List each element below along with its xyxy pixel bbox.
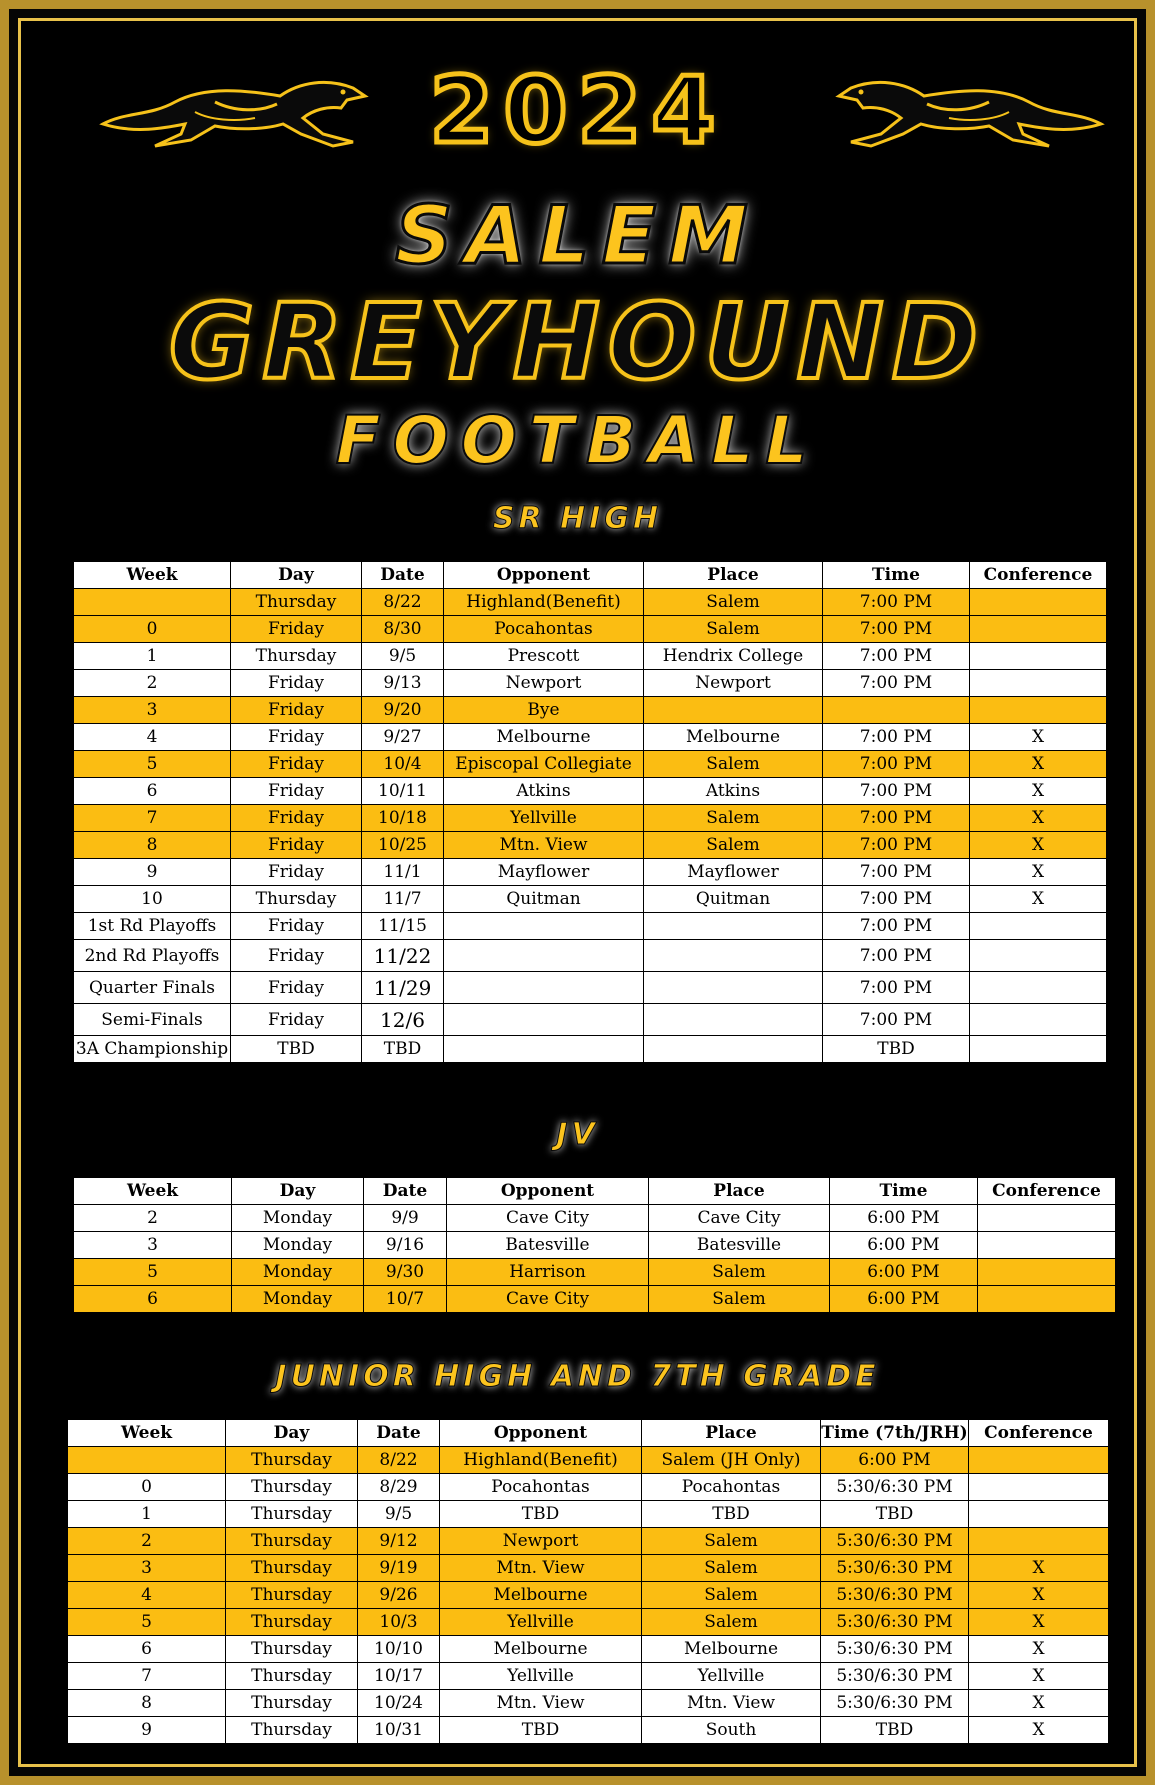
cell-place: Salem — [649, 1259, 830, 1286]
cell-week: 2 — [74, 1205, 232, 1232]
column-header-day: Day — [226, 1420, 358, 1447]
cell-place — [644, 972, 823, 1004]
cell-opponent: Atkins — [444, 778, 644, 805]
cell-opponent: Highland(Benefit) — [440, 1447, 642, 1474]
cell-week: 7 — [74, 805, 231, 832]
cell-week: 1 — [74, 643, 231, 670]
column-header-time: Time (7th/JRH) — [821, 1420, 969, 1447]
cell-opponent: Yellville — [440, 1663, 642, 1690]
cell-time: 6:00 PM — [830, 1232, 978, 1259]
cell-conference: X — [970, 832, 1107, 859]
cell-opponent: Harrison — [447, 1259, 649, 1286]
cell-conference — [969, 1501, 1109, 1528]
cell-day: Thursday — [231, 589, 362, 616]
cell-day: Friday — [231, 940, 362, 972]
cell-place: Quitman — [644, 886, 823, 913]
cell-date: 9/5 — [362, 643, 444, 670]
cell-date: 10/18 — [362, 805, 444, 832]
cell-date: 8/22 — [362, 589, 444, 616]
cell-week: 3 — [68, 1555, 226, 1582]
table-row — [68, 1501, 1109, 1528]
table-row — [74, 751, 1107, 778]
cell-time: 7:00 PM — [823, 940, 970, 972]
column-header-time: Time — [823, 562, 970, 589]
cell-opponent: Melbourne — [440, 1636, 642, 1663]
cell-place: Melbourne — [644, 724, 823, 751]
cell-place: Cave City — [649, 1205, 830, 1232]
cell-opponent — [444, 1036, 644, 1063]
cell-week: 2 — [74, 670, 231, 697]
cell-time: 6:00 PM — [830, 1286, 978, 1313]
cell-day: Thursday — [226, 1663, 358, 1690]
cell-place: Salem — [644, 616, 823, 643]
table-row — [68, 1609, 1109, 1636]
cell-time: 7:00 PM — [823, 886, 970, 913]
cell-conference — [970, 972, 1107, 1004]
junior-high-schedule-table — [67, 1419, 1109, 1744]
column-header-date: Date — [358, 1420, 440, 1447]
table-row — [74, 1259, 1116, 1286]
cell-opponent — [444, 940, 644, 972]
cell-time: 7:00 PM — [823, 805, 970, 832]
column-header-day: Day — [231, 562, 362, 589]
cell-date: 12/6 — [362, 1004, 444, 1036]
table-row — [74, 1036, 1107, 1063]
cell-place: Salem — [644, 805, 823, 832]
column-header-opponent: Opponent — [444, 562, 644, 589]
cell-day: Thursday — [226, 1555, 358, 1582]
cell-opponent: Newport — [444, 670, 644, 697]
cell-place: Mtn. View — [642, 1690, 821, 1717]
cell-week — [74, 589, 231, 616]
cell-place: Salem — [644, 832, 823, 859]
table-row — [74, 616, 1107, 643]
cell-opponent: Pocahontas — [444, 616, 644, 643]
table-row — [68, 1555, 1109, 1582]
cell-opponent: Bye — [444, 697, 644, 724]
cell-place: Pocahontas — [642, 1474, 821, 1501]
cell-day: Thursday — [226, 1636, 358, 1663]
cell-time: 7:00 PM — [823, 1004, 970, 1036]
cell-opponent: Episcopal Collegiate — [444, 751, 644, 778]
cell-place — [644, 1036, 823, 1063]
cell-week: 0 — [68, 1474, 226, 1501]
sr-high-schedule-table — [73, 561, 1107, 1063]
cell-week: 0 — [74, 616, 231, 643]
cell-time: 7:00 PM — [823, 643, 970, 670]
cell-place: Hendrix College — [644, 643, 823, 670]
cell-date: 10/31 — [358, 1717, 440, 1744]
cell-opponent: Highland(Benefit) — [444, 589, 644, 616]
cell-date: 9/27 — [362, 724, 444, 751]
cell-conference — [978, 1232, 1116, 1259]
cell-day: TBD — [231, 1036, 362, 1063]
cell-day: Monday — [232, 1232, 364, 1259]
table-header-row — [74, 1178, 1116, 1205]
cell-time: 5:30/6:30 PM — [821, 1636, 969, 1663]
cell-time: 5:30/6:30 PM — [821, 1474, 969, 1501]
cell-day: Friday — [231, 616, 362, 643]
cell-date: 10/11 — [362, 778, 444, 805]
cell-date: 10/25 — [362, 832, 444, 859]
cell-day: Thursday — [226, 1528, 358, 1555]
cell-opponent: Melbourne — [444, 724, 644, 751]
cell-conference — [970, 1036, 1107, 1063]
column-header-week: Week — [74, 562, 231, 589]
cell-day: Friday — [231, 778, 362, 805]
cell-week: 2 — [68, 1528, 226, 1555]
table-row — [74, 1232, 1116, 1259]
cell-place: Salem — [649, 1286, 830, 1313]
cell-date: 8/30 — [362, 616, 444, 643]
cell-place: Salem — [644, 751, 823, 778]
cell-conference — [969, 1528, 1109, 1555]
cell-opponent: Yellville — [440, 1609, 642, 1636]
cell-week: 2nd Rd Playoffs — [74, 940, 231, 972]
cell-day: Thursday — [226, 1474, 358, 1501]
cell-date: 8/22 — [358, 1447, 440, 1474]
cell-opponent — [444, 972, 644, 1004]
cell-opponent: Mtn. View — [444, 832, 644, 859]
cell-week: 5 — [68, 1609, 226, 1636]
cell-week — [68, 1447, 226, 1474]
cell-time: 5:30/6:30 PM — [821, 1690, 969, 1717]
cell-conference — [970, 589, 1107, 616]
cell-date: 9/30 — [364, 1259, 447, 1286]
column-header-opponent: Opponent — [440, 1420, 642, 1447]
table-row — [68, 1663, 1109, 1690]
cell-week: 8 — [74, 832, 231, 859]
table-row — [68, 1474, 1109, 1501]
column-header-date: Date — [364, 1178, 447, 1205]
cell-day: Friday — [231, 724, 362, 751]
cell-date: 8/29 — [358, 1474, 440, 1501]
cell-date: 10/24 — [358, 1690, 440, 1717]
cell-week: 3 — [74, 697, 231, 724]
cell-place: Salem — [642, 1528, 821, 1555]
cell-time: TBD — [821, 1717, 969, 1744]
cell-week: 4 — [68, 1582, 226, 1609]
cell-opponent: Mtn. View — [440, 1690, 642, 1717]
cell-time: 7:00 PM — [823, 913, 970, 940]
cell-time: TBD — [821, 1501, 969, 1528]
cell-time: 5:30/6:30 PM — [821, 1555, 969, 1582]
cell-conference: X — [969, 1609, 1109, 1636]
title-salem: SALEM — [395, 189, 760, 282]
cell-opponent: Mayflower — [444, 859, 644, 886]
column-header-time: Time — [830, 1178, 978, 1205]
cell-day: Thursday — [226, 1717, 358, 1744]
cell-week: 9 — [68, 1717, 226, 1744]
table-row — [74, 643, 1107, 670]
cell-place: South — [642, 1717, 821, 1744]
cell-date: TBD — [362, 1036, 444, 1063]
cell-place: Mayflower — [644, 859, 823, 886]
jv-heading: JV — [556, 1117, 599, 1152]
cell-date: 9/26 — [358, 1582, 440, 1609]
table-row — [74, 724, 1107, 751]
cell-day: Friday — [231, 751, 362, 778]
cell-date: 9/5 — [358, 1501, 440, 1528]
table-row — [68, 1690, 1109, 1717]
cell-conference: X — [969, 1717, 1109, 1744]
cell-place — [644, 1004, 823, 1036]
cell-day: Thursday — [231, 643, 362, 670]
cell-time: 7:00 PM — [823, 589, 970, 616]
column-header-place: Place — [649, 1178, 830, 1205]
table-row — [74, 805, 1107, 832]
cell-time: 5:30/6:30 PM — [821, 1663, 969, 1690]
cell-conference — [969, 1474, 1109, 1501]
cell-date: 9/16 — [364, 1232, 447, 1259]
cell-time: 6:00 PM — [830, 1205, 978, 1232]
cell-conference: X — [970, 724, 1107, 751]
cell-opponent: TBD — [440, 1501, 642, 1528]
cell-place: Salem — [642, 1555, 821, 1582]
cell-week: 4 — [74, 724, 231, 751]
cell-conference: X — [969, 1555, 1109, 1582]
cell-conference: X — [970, 805, 1107, 832]
cell-opponent — [444, 1004, 644, 1036]
table-row — [68, 1582, 1109, 1609]
cell-opponent: Pocahontas — [440, 1474, 642, 1501]
column-header-date: Date — [362, 562, 444, 589]
table-row — [74, 697, 1107, 724]
cell-place: Atkins — [644, 778, 823, 805]
cell-opponent: Prescott — [444, 643, 644, 670]
cell-week: 3A Championship — [74, 1036, 231, 1063]
cell-day: Friday — [231, 972, 362, 1004]
cell-conference: X — [970, 859, 1107, 886]
cell-time: 5:30/6:30 PM — [821, 1609, 969, 1636]
sr-high-heading: SR HIGH — [492, 501, 663, 536]
column-header-week: Week — [68, 1420, 226, 1447]
cell-opponent: Melbourne — [440, 1582, 642, 1609]
cell-date: 9/12 — [358, 1528, 440, 1555]
cell-time — [823, 697, 970, 724]
cell-conference — [970, 643, 1107, 670]
table-row — [74, 1286, 1116, 1313]
title-greyhound: GREYHOUND — [168, 281, 987, 403]
cell-conference — [970, 1004, 1107, 1036]
cell-conference: X — [969, 1663, 1109, 1690]
cell-week: 5 — [74, 751, 231, 778]
table-row — [68, 1447, 1109, 1474]
cell-date: 10/3 — [358, 1609, 440, 1636]
table-row — [68, 1636, 1109, 1663]
cell-place: Melbourne — [642, 1636, 821, 1663]
cell-time: 7:00 PM — [823, 616, 970, 643]
table-row — [74, 913, 1107, 940]
header-year-row — [9, 57, 1146, 164]
cell-week: 6 — [68, 1636, 226, 1663]
cell-opponent: Newport — [440, 1528, 642, 1555]
cell-day: Thursday — [226, 1609, 358, 1636]
cell-place — [644, 940, 823, 972]
cell-day: Friday — [231, 670, 362, 697]
cell-week: 3 — [74, 1232, 232, 1259]
cell-day: Friday — [231, 913, 362, 940]
cell-day: Friday — [231, 697, 362, 724]
cell-day: Thursday — [226, 1582, 358, 1609]
cell-opponent: Cave City — [447, 1205, 649, 1232]
title-football: FOOTBALL — [335, 402, 820, 479]
cell-place — [644, 913, 823, 940]
table-row — [74, 832, 1107, 859]
table-row — [74, 940, 1107, 972]
column-header-place: Place — [644, 562, 823, 589]
cell-time: TBD — [823, 1036, 970, 1063]
table-row — [74, 589, 1107, 616]
cell-conference: X — [970, 751, 1107, 778]
cell-place — [644, 697, 823, 724]
cell-place: Salem (JH Only) — [642, 1447, 821, 1474]
cell-day: Thursday — [226, 1447, 358, 1474]
column-header-opponent: Opponent — [447, 1178, 649, 1205]
cell-date: 9/13 — [362, 670, 444, 697]
cell-week: 7 — [68, 1663, 226, 1690]
cell-place: Salem — [644, 589, 823, 616]
table-row — [74, 1205, 1116, 1232]
cell-time: 7:00 PM — [823, 670, 970, 697]
cell-conference: X — [970, 778, 1107, 805]
cell-time: 7:00 PM — [823, 778, 970, 805]
cell-opponent: Mtn. View — [440, 1555, 642, 1582]
cell-conference — [978, 1205, 1116, 1232]
season-year: 2024 — [429, 57, 726, 164]
column-header-week: Week — [74, 1178, 232, 1205]
cell-place: Salem — [642, 1609, 821, 1636]
cell-conference — [970, 940, 1107, 972]
cell-date: 9/19 — [358, 1555, 440, 1582]
cell-conference: X — [969, 1582, 1109, 1609]
cell-week: Semi-Finals — [74, 1004, 231, 1036]
column-header-conference: Conference — [969, 1420, 1109, 1447]
cell-day: Friday — [231, 859, 362, 886]
greyhound-icon — [834, 72, 1109, 150]
table-row — [74, 670, 1107, 697]
cell-opponent: TBD — [440, 1717, 642, 1744]
cell-day: Thursday — [231, 886, 362, 913]
table-row — [68, 1717, 1109, 1744]
cell-time: 7:00 PM — [823, 724, 970, 751]
table-row — [74, 972, 1107, 1004]
cell-conference — [970, 913, 1107, 940]
cell-day: Friday — [231, 832, 362, 859]
table-header-row — [68, 1420, 1109, 1447]
cell-conference: X — [969, 1636, 1109, 1663]
cell-conference — [978, 1286, 1116, 1313]
cell-date: 10/4 — [362, 751, 444, 778]
cell-conference — [969, 1447, 1109, 1474]
cell-week: 1 — [68, 1501, 226, 1528]
table-row — [74, 778, 1107, 805]
cell-week: 8 — [68, 1690, 226, 1717]
table-row — [74, 1004, 1107, 1036]
cell-date: 11/7 — [362, 886, 444, 913]
cell-week: Quarter Finals — [74, 972, 231, 1004]
cell-date: 11/1 — [362, 859, 444, 886]
table-row — [74, 859, 1107, 886]
cell-date: 10/17 — [358, 1663, 440, 1690]
cell-date: 11/22 — [362, 940, 444, 972]
cell-week: 6 — [74, 1286, 232, 1313]
cell-conference: X — [970, 886, 1107, 913]
cell-time: 5:30/6:30 PM — [821, 1582, 969, 1609]
cell-week: 10 — [74, 886, 231, 913]
cell-conference — [970, 616, 1107, 643]
cell-week: 1st Rd Playoffs — [74, 913, 231, 940]
cell-time: 7:00 PM — [823, 972, 970, 1004]
cell-day: Monday — [232, 1259, 364, 1286]
cell-date: 10/7 — [364, 1286, 447, 1313]
cell-time: 6:00 PM — [830, 1259, 978, 1286]
cell-date: 9/9 — [364, 1205, 447, 1232]
cell-conference — [970, 697, 1107, 724]
cell-day: Friday — [231, 1004, 362, 1036]
cell-week: 6 — [74, 778, 231, 805]
column-header-day: Day — [232, 1178, 364, 1205]
cell-date: 9/20 — [362, 697, 444, 724]
cell-conference — [978, 1259, 1116, 1286]
cell-opponent: Yellville — [444, 805, 644, 832]
cell-conference: X — [969, 1690, 1109, 1717]
cell-opponent — [444, 913, 644, 940]
cell-date: 11/15 — [362, 913, 444, 940]
cell-week: 9 — [74, 859, 231, 886]
cell-opponent: Quitman — [444, 886, 644, 913]
table-header-row — [74, 562, 1107, 589]
cell-time: 7:00 PM — [823, 832, 970, 859]
cell-place: Yellville — [642, 1663, 821, 1690]
cell-day: Thursday — [226, 1501, 358, 1528]
cell-time: 6:00 PM — [821, 1447, 969, 1474]
table-row — [68, 1528, 1109, 1555]
column-header-conference: Conference — [970, 562, 1107, 589]
cell-opponent: Cave City — [447, 1286, 649, 1313]
jv-schedule-table — [73, 1177, 1116, 1313]
cell-date: 11/29 — [362, 972, 444, 1004]
cell-opponent: Batesville — [447, 1232, 649, 1259]
cell-conference — [970, 670, 1107, 697]
cell-place: Newport — [644, 670, 823, 697]
junior-high-heading: JUNIOR HIGH AND 7TH GRADE — [275, 1359, 880, 1394]
cell-week: 5 — [74, 1259, 232, 1286]
cell-day: Thursday — [226, 1690, 358, 1717]
cell-day: Monday — [232, 1286, 364, 1313]
cell-time: 5:30/6:30 PM — [821, 1528, 969, 1555]
table-row — [74, 886, 1107, 913]
column-header-conference: Conference — [978, 1178, 1116, 1205]
cell-time: 7:00 PM — [823, 859, 970, 886]
cell-day: Friday — [231, 805, 362, 832]
cell-place: Batesville — [649, 1232, 830, 1259]
column-header-place: Place — [642, 1420, 821, 1447]
cell-place: TBD — [642, 1501, 821, 1528]
cell-day: Monday — [232, 1205, 364, 1232]
cell-place: Salem — [642, 1582, 821, 1609]
cell-time: 7:00 PM — [823, 751, 970, 778]
cell-date: 10/10 — [358, 1636, 440, 1663]
